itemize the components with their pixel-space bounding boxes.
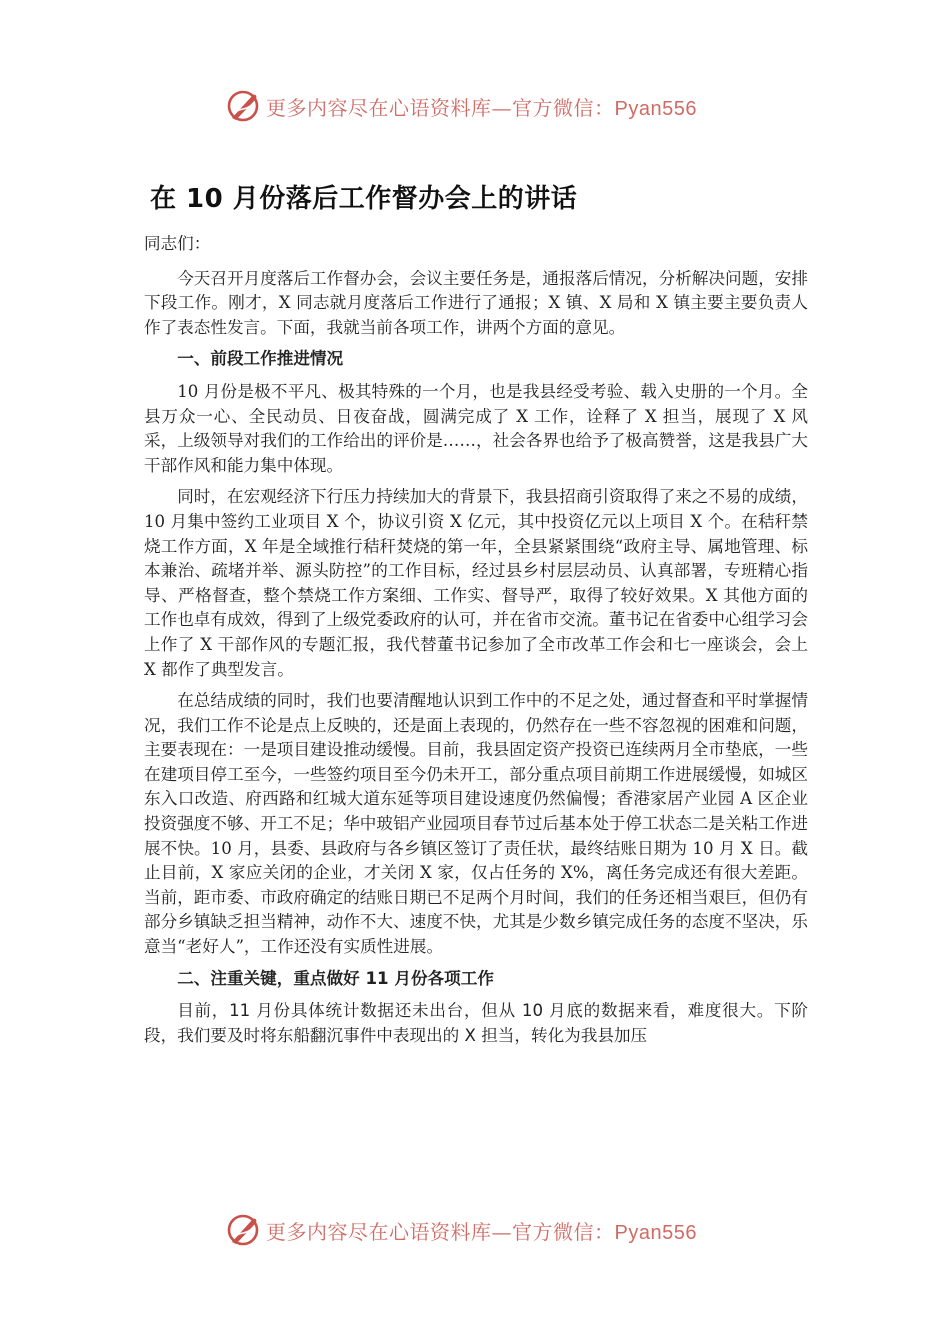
pen-logo-icon (226, 88, 262, 124)
footer-banner (226, 1210, 726, 1250)
pen-logo-icon (226, 1212, 262, 1248)
section-heading-2: 二、注重关键，重点做好 11 月份各项工作 (177, 968, 494, 988)
document-title: 在 10 月份落后工作督办会上的讲话 (150, 184, 578, 214)
footer-banner-text: 更多内容尽在心语资料库—官方微信：Pyan556 (266, 1219, 697, 1244)
document-body (144, 232, 808, 1055)
salutation: 同志们： (144, 234, 211, 253)
wechat-id: Pyan556 (614, 97, 697, 120)
header-banner (226, 86, 726, 126)
section-heading-1: 一、前段工作推进情况 (177, 349, 344, 369)
section2-paragraph-1: 目前，11 月份具体统计数据还未出台，但从 10 月底的数据来看，难度很大。下阶段，我们要及时将东船翻沉事件中表现出的 X 担当，转化为我县加压 (144, 1001, 808, 1045)
header-banner-text: 更多内容尽在心语资料库—官方微信：Pyan556 (266, 95, 697, 120)
intro-paragraph: 今天召开月度落后工作督办会，会议主要任务是，通报落后情况，分析解决问题，安排下段工作。刚才，X 同志就月度落后工作进行了通报；X 镇、X 局和 X 镇主要主要负责人作了表态性发言。下面，我就当前各项工作，讲两个方面的意见。 (144, 268, 808, 337)
section1-paragraph-1: 10 月份是极不平凡、极其特殊的一个月，也是我县经受考验、载入史册的一个月。全县万众一心、全民动员、日夜奋战，圆满完成了 X 工作，诠释了 X 担当，展现了 X 风采，上级领导对我们的工作给出的评价是……，社会各界也给予了极高赞誉，这是我县广大干部作风和能力集中体现。 (144, 381, 808, 475)
section1-paragraph-2: 同时，在宏观经济下行压力持续加大的背景下，我县招商引资取得了来之不易的成绩，10 月集中签约工业项目 X 个，协议引资 X 亿元，其中投资亿元以上项目 X 个。在秸秆禁烧工作方面，X 年是全域推行秸秆焚烧的第一年，全县紧紧围绕“政府主导、属地管理、标本兼治、疏堵并举、源头防控”的工作目标，经过县乡村层层动员、认真部署，专班精心指导、严格督查，整个禁烧工作方案细、工作实、督导严，取得了较好效果。X 其他方面的工作也卓有成效，得到了上级党委政府的认可，并在省市交流。董书记在省委中心组学习会上作了 X 干部作风的专题汇报，我代替董书记参加了全市改革工作会和七一座谈会，会上 X 都作了典型发言。 (144, 487, 808, 679)
section1-paragraph-3: 在总结成绩的同时，我们也要清醒地认识到工作中的不足之处，通过督查和平时掌握情况，我们工作不论是点上反映的，还是面上表现的，仍然存在一些不容忽视的困难和问题，主要表现在：一是项目建设推动缓慢。目前，我县固定资产投资已连续两月全市垫底，一些在建项目停工至今，一些签约项目至今仍未开工，部分重点项目前期工作进展缓慢，如城区东入口改造、府西路和红城大道东延等项目建设速度仍然偏慢；香港家居产业园 A 区企业投资强度不够、开工不足；华中玻铝产业园项目春节过后基本处于停工状态二是关粘工作进展不快。10 月，县委、县政府与各乡镇区签订了责任状，最终结账日期为 10 月 X 日。截止目前，X 家应关闭的企业，才关闭 X 家，仅占任务的 X%，离任务完成还有很大差距。当前，距市委、市政府确定的结账日期已不足两个月时间，我们的任务还相当艰巨，但仍有部分乡镇缺乏担当精神，动作不大、速度不快，尤其是少数乡镇完成任务的态度不坚决，乐意当“老好人”，工作还没有实质性进展。 (144, 691, 808, 957)
wechat-id: Pyan556 (614, 1221, 697, 1244)
